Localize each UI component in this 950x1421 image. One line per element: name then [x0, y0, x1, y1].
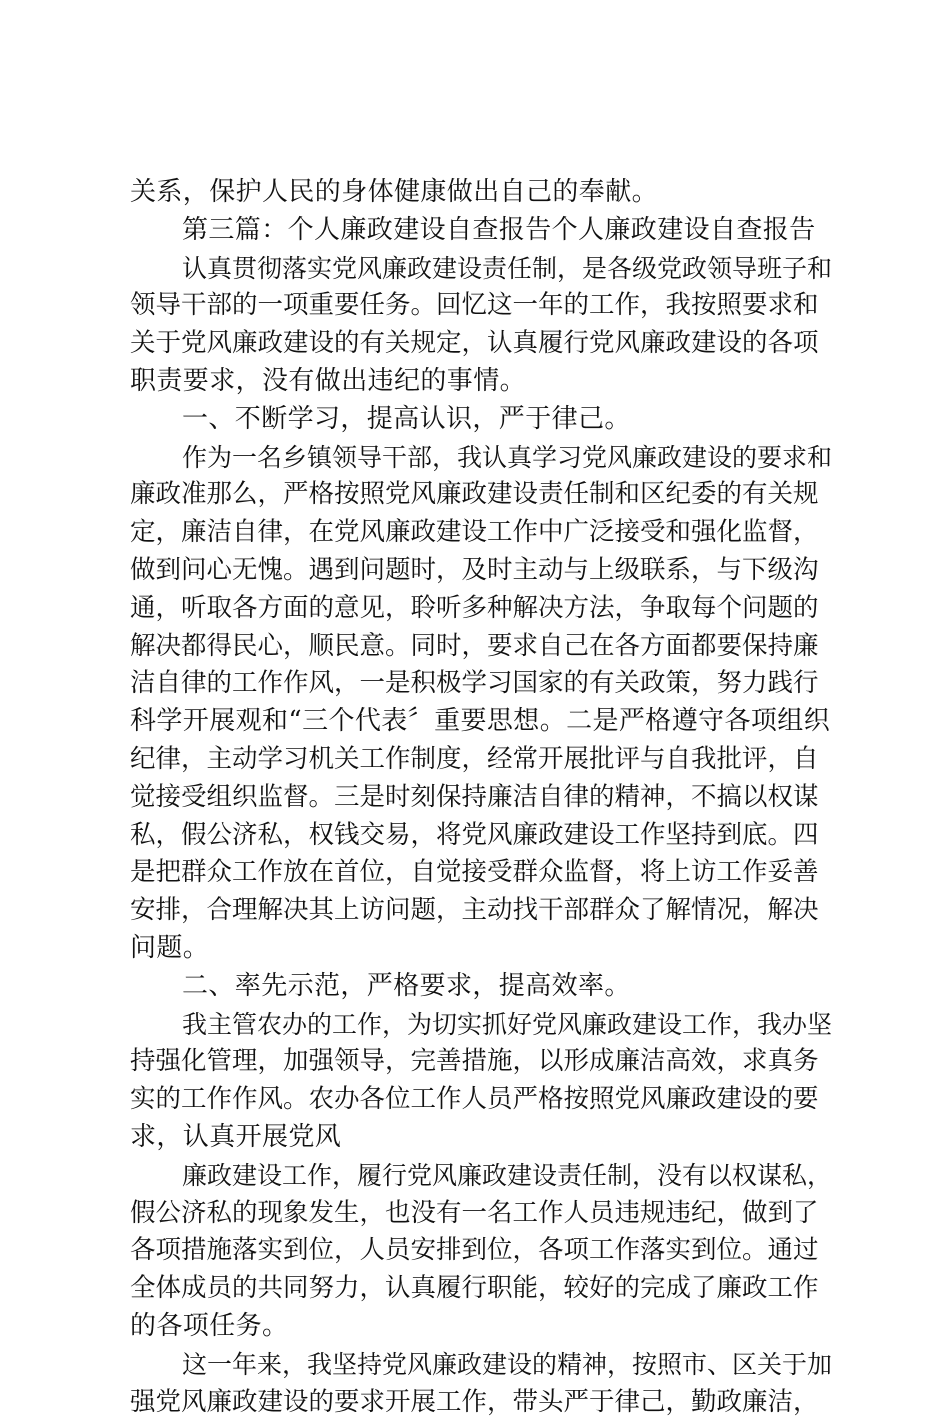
document-line: 私，假公济私，权钱交易，将党风廉政建设工作坚持到底。四: [130, 817, 835, 855]
document-line: 实的工作作风。农办各位工作人员严格按照党风廉政建设的要: [130, 1081, 835, 1119]
document-line: 廉政建设工作，履行党风廉政建设责任制，没有以权谋私，: [130, 1157, 835, 1195]
document-line: 做到问心无愧。遇到问题时，及时主动与上级联系，与下级沟: [130, 552, 835, 590]
document-line: 职责要求，没有做出违纪的事情。: [130, 363, 835, 401]
document-line: 解决都得民心，顺民意。同时，要求自己在各方面都要保持廉: [130, 628, 835, 666]
document-line: 问题。: [130, 930, 835, 968]
document-line: 作为一名乡镇领导干部，我认真学习党风廉政建设的要求和: [130, 439, 835, 477]
document-line: 纪律，主动学习机关工作制度，经常开展批评与自我批评，自: [130, 741, 835, 779]
document-line: 假公济私的现象发生，也没有一名工作人员违规违纪，做到了: [130, 1195, 835, 1233]
document-line: 是把群众工作放在首位，自觉接受群众监督，将上访工作妥善: [130, 854, 835, 892]
document-line: 科学开展观和“三个代表〞重要思想。二是严格遵守各项组织: [130, 703, 835, 741]
document-line: 强党风廉政建设的要求开展工作，带头严于律己，勤政廉洁，: [130, 1384, 835, 1421]
document-line: 认真贯彻落实党风廉政建设责任制，是各级党政领导班子和: [130, 250, 835, 288]
document-line: 关系，保护人民的身体健康做出自己的奉献。: [130, 174, 835, 212]
document-line: 求，认真开展党风: [130, 1119, 835, 1157]
document-line: 关于党风廉政建设的有关规定，认真履行党风廉政建设的各项: [130, 325, 835, 363]
document-line: 各项措施落实到位，人员安排到位，各项工作落实到位。通过: [130, 1232, 835, 1270]
document-line: 一、不断学习，提高认识，严于律己。: [130, 401, 835, 439]
document-line: 我主管农办的工作，为切实抓好党风廉政建设工作，我办坚: [130, 1006, 835, 1044]
document-line: 通，听取各方面的意见，聆听多种解决方法，争取每个问题的: [130, 590, 835, 628]
document-line: 领导干部的一项重要任务。回忆这一年的工作，我按照要求和: [130, 287, 835, 325]
document-line: 这一年来，我坚持党风廉政建设的精神，按照市、区关于加: [130, 1346, 835, 1384]
document-line: 全体成员的共同努力，认真履行职能，较好的完成了廉政工作: [130, 1270, 835, 1308]
document-line: 定，廉洁自律，在党风廉政建设工作中广泛接受和强化监督，: [130, 514, 835, 552]
document-line: 二、率先示范，严格要求，提高效率。: [130, 968, 835, 1006]
document-line: 的各项任务。: [130, 1308, 835, 1346]
document-line: 持强化管理，加强领导，完善措施，以形成廉洁高效，求真务: [130, 1043, 835, 1081]
document-line: 安排，合理解决其上访问题，主动找干部群众了解情况，解决: [130, 892, 835, 930]
document-line: 洁自律的工作作风，一是积极学习国家的有关政策，努力践行: [130, 665, 835, 703]
document-line: 廉政准那么，严格按照党风廉政建设责任制和区纪委的有关规: [130, 476, 835, 514]
document-line: 觉接受组织监督。三是时刻保持廉洁自律的精神，不搞以权谋: [130, 779, 835, 817]
document-line: 第三篇：个人廉政建设自查报告个人廉政建设自查报告: [130, 212, 835, 250]
document-body: [130, 174, 835, 1421]
